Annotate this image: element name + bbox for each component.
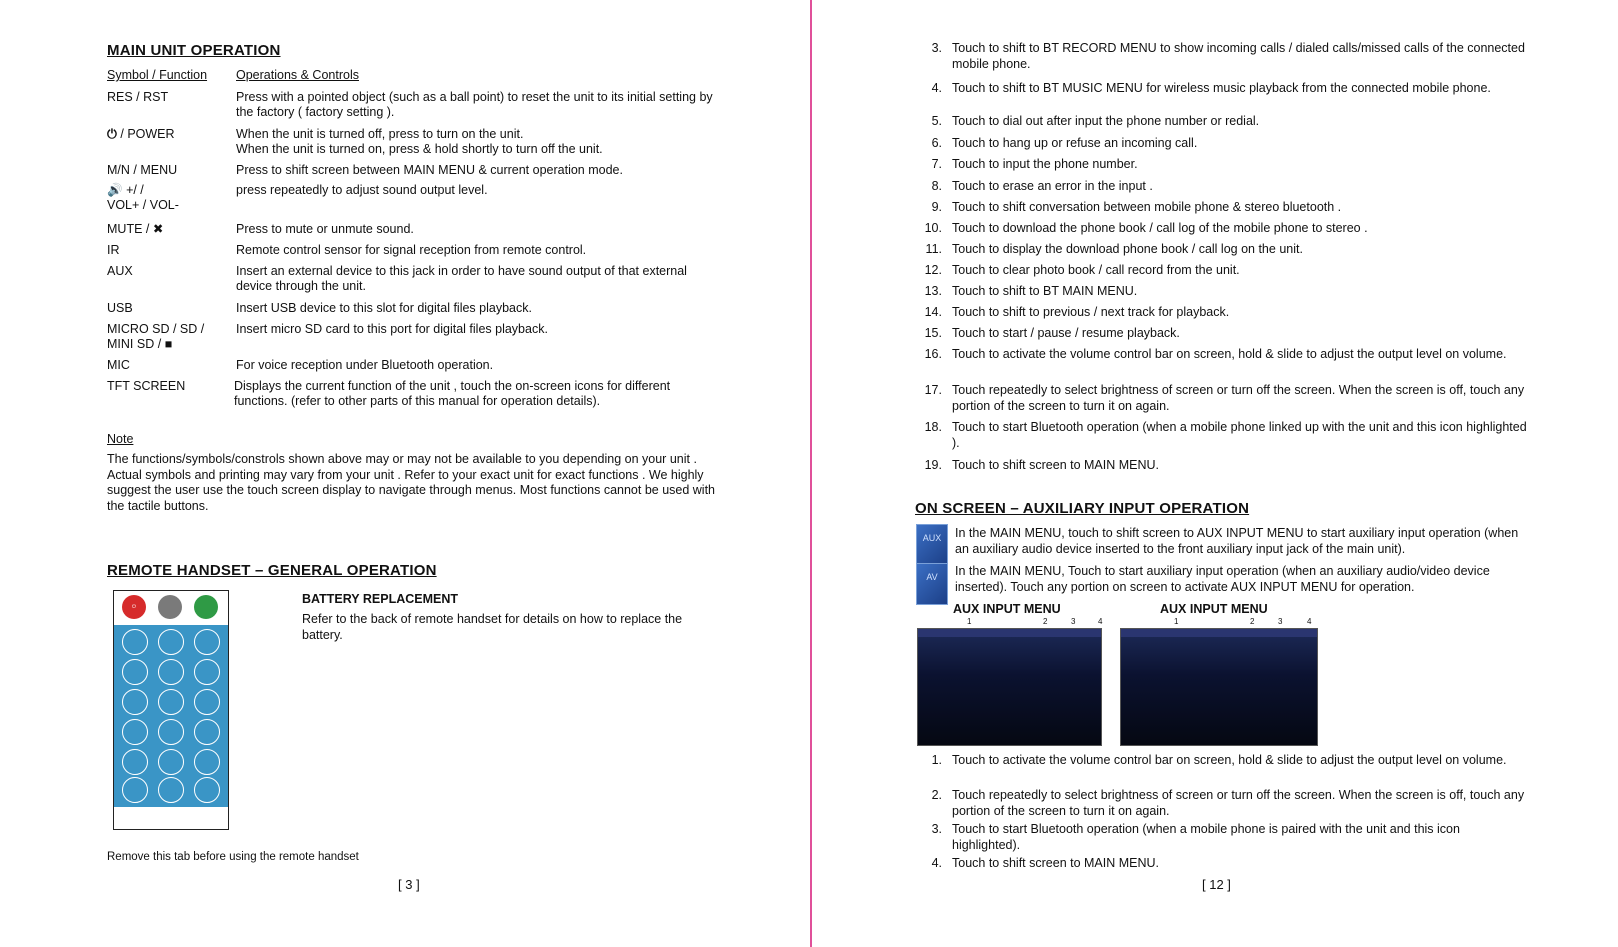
ops-res: Press with a pointed object (such as a ball point) to reset the unit to its initial setting by the factory ( factory setting ). <box>236 90 713 119</box>
sym-sd <box>107 322 204 352</box>
bt-item-text: Touch to download the phone book / call log of the mobile phone to stereo . <box>952 221 1368 235</box>
remote-mute-icon <box>194 595 218 619</box>
bt-item-number: 17. <box>924 383 942 397</box>
bt-item-text: Touch to shift conversation between mobile phone & stereo bluetooth . <box>952 200 1342 214</box>
remote-button <box>122 777 148 803</box>
aux-screen-1 <box>917 628 1102 746</box>
sym-volume <box>107 183 179 213</box>
bt-item-text: Touch to hang up or refuse an incoming call. <box>952 136 1198 150</box>
remote-mode-icon <box>158 595 182 619</box>
ops-menu: Press to shift screen between MAIN MENU & current operation mode. <box>236 163 623 177</box>
bt-item-text: Touch to input the phone number. <box>952 157 1138 171</box>
marker-4: 4 <box>1307 617 1312 626</box>
sym-mute <box>107 222 163 237</box>
bt-item-text: Touch to display the download phone book / call log on the unit. <box>952 242 1303 256</box>
remote-power-icon: ⏻ <box>122 595 146 619</box>
ops-usb: Insert USB device to this slot for digital files playback. <box>236 301 532 315</box>
marker-1: 1 <box>1174 617 1179 626</box>
screen-label-1: AUX INPUT MENU <box>953 602 1061 616</box>
bt-item-text: Touch to clear photo book / call record from the unit. <box>952 263 1240 277</box>
marker-2: 2 <box>1250 617 1255 626</box>
page-number-left: [ 3 ] <box>398 877 420 892</box>
bt-item-text: Touch to shift to BT MAIN MENU. <box>952 284 1138 298</box>
sym-ir: IR <box>107 243 120 257</box>
ops-tft: Displays the current function of the unit , touch the on-screen icons for different functions. (refer to other parts of this manual for operation details). <box>234 379 671 408</box>
marker-4: 4 <box>1098 617 1103 626</box>
sym-aux: AUX <box>107 264 133 278</box>
bt-item-number: 19. <box>924 458 942 472</box>
bt-item-number: 5. <box>931 114 942 128</box>
remote-button <box>122 749 148 775</box>
note-text: The functions/symbols/constrols shown above may or may not be available to you depending on your unit . Actual symbols and printing may vary from your unit . Refer to your exact unit for exact functions . We highly suggest the user use the touch screen display to navigate through menus. Most functions cannot be used with the tactile buttons. <box>107 452 716 513</box>
aux-screen-2 <box>1120 628 1318 746</box>
remote-button <box>194 659 220 685</box>
bt-item-text: Touch repeatedly to select brightness of screen or turn off the screen. When the screen is off, touch any portion of the screen to turn it on again. <box>952 383 1525 413</box>
bt-item-number: 4. <box>931 81 942 95</box>
remote-button <box>194 689 220 715</box>
speaker-icon: 🔊 <box>107 183 123 197</box>
bt-item-number: 12. <box>924 263 942 277</box>
bt-item-text: Touch to shift to previous / next track for playback. <box>952 305 1230 319</box>
bt-item-number: 13. <box>924 284 942 298</box>
bt-item-number: 9. <box>931 200 942 214</box>
ops-mute: Press to mute or unmute sound. <box>236 222 414 236</box>
aux-item-number: 4. <box>931 856 942 870</box>
sym-res: RES / RST <box>107 90 169 104</box>
bt-item-number: 3. <box>931 41 942 55</box>
sym-sd-label: MICRO SD / SD / MINI SD / <box>107 322 205 351</box>
bt-item-text: Touch to activate the volume control bar on screen, hold & slide to adjust the output level on volume. <box>952 347 1507 361</box>
ops-volume: press repeatedly to adjust sound output level. <box>236 183 488 197</box>
marker-1: 1 <box>967 617 972 626</box>
sym-mic: MIC <box>107 358 130 372</box>
power-icon: ⏻ <box>107 127 117 141</box>
ops-mic: For voice reception under Bluetooth operation. <box>236 358 494 372</box>
bt-item-number: 11. <box>925 242 942 256</box>
marker-3: 3 <box>1278 617 1283 626</box>
bt-item-text: Touch to dial out after input the phone number or redial. <box>952 114 1260 128</box>
remote-button <box>194 777 220 803</box>
remote-button <box>122 659 148 685</box>
aux-title: ON SCREEN – AUXILIARY INPUT OPERATION <box>915 500 1250 517</box>
sym-usb: USB <box>107 301 133 315</box>
col-symbol-header: Symbol / Function <box>107 68 208 82</box>
marker-2: 2 <box>1043 617 1048 626</box>
aux-intro-2: In the MAIN MENU, Touch to start auxiliary input operation (when an auxiliary audio/video device inserted). Touch any portion on screen to activate AUX INPUT MENU for operation. <box>955 564 1490 594</box>
bt-item-number: 6. <box>931 136 942 150</box>
aux-item-text: Touch to shift screen to MAIN MENU. <box>952 856 1160 870</box>
sym-power-label: / POWER <box>120 127 175 141</box>
remote-button <box>158 629 184 655</box>
col-ops-header: Operations & Controls <box>236 68 359 82</box>
aux-item-text: Touch repeatedly to select brightness of screen or turn off the screen. When the screen is off, touch any portion of the screen to turn it on again. <box>952 788 1525 818</box>
bt-item-number: 18. <box>924 420 942 434</box>
main-unit-title: MAIN UNIT OPERATION <box>107 42 281 59</box>
bt-item-number: 15. <box>924 326 942 340</box>
bt-item-text: Touch to start / pause / resume playback. <box>952 326 1180 340</box>
aux-item-text: Touch to activate the volume control bar on screen, hold & slide to adjust the output level on volume. <box>952 753 1507 767</box>
bt-item-text: Touch to shift to BT MUSIC MENU for wireless music playback from the connected mobile phone. <box>952 81 1491 95</box>
ops-sd: Insert micro SD card to this port for digital files playback. <box>236 322 548 336</box>
aux-item-number: 1. <box>931 753 942 767</box>
remote-button <box>158 659 184 685</box>
remote-button <box>158 689 184 715</box>
ops-ir: Remote control sensor for signal reception from remote control. <box>236 243 587 257</box>
bt-item-text: Touch to start Bluetooth operation (when a mobile phone linked up with the unit and this icon highlighted ). <box>952 420 1527 450</box>
bt-item-number: 7. <box>931 157 942 171</box>
sym-mute-label: MUTE / <box>107 222 150 236</box>
sym-volume-label: +/ / VOL+ / VOL- <box>107 183 179 212</box>
remote-handset-image <box>113 590 229 830</box>
sym-power <box>107 127 175 142</box>
remote-button <box>122 719 148 745</box>
remote-button <box>122 689 148 715</box>
remote-button <box>194 749 220 775</box>
battery-title: BATTERY REPLACEMENT <box>302 592 459 606</box>
screen-label-2: AUX INPUT MENU <box>1160 602 1268 616</box>
av-input-icon: AV <box>916 563 948 605</box>
aux-input-icon: AUX <box>916 524 948 566</box>
bt-item-text: Touch to erase an error in the input . <box>952 179 1153 193</box>
bt-item-text: Touch to shift to BT RECORD MENU to show incoming calls / dialed calls/missed calls of the connected mobile phone. <box>952 41 1525 71</box>
bt-item-number: 14. <box>924 305 942 319</box>
sd-card-icon: ■ <box>164 337 173 351</box>
remote-title: REMOTE HANDSET – GENERAL OPERATION <box>107 562 437 579</box>
screen-status-bar <box>1121 629 1317 637</box>
mute-icon: ✖ <box>152 222 164 236</box>
remote-button <box>158 777 184 803</box>
remote-button <box>122 629 148 655</box>
aux-item-number: 3. <box>931 822 942 836</box>
page-fold-divider <box>810 0 812 947</box>
remote-button <box>194 719 220 745</box>
bt-item-number: 8. <box>931 179 942 193</box>
sym-tft: TFT SCREEN <box>107 379 186 393</box>
remote-button <box>158 719 184 745</box>
remote-caption: Remove this tab before using the remote handset <box>107 851 359 863</box>
battery-text: Refer to the back of remote handset for details on how to replace the battery. <box>302 612 683 642</box>
page-number-right: [ 12 ] <box>1202 877 1231 892</box>
note-title: Note <box>107 432 134 446</box>
bt-item-text: Touch to shift screen to MAIN MENU. <box>952 458 1160 472</box>
remote-button <box>194 629 220 655</box>
screen-status-bar <box>918 629 1101 637</box>
marker-3: 3 <box>1071 617 1076 626</box>
bt-item-number: 10. <box>924 221 942 235</box>
bt-item-number: 16. <box>924 347 942 361</box>
remote-button <box>158 749 184 775</box>
ops-power: When the unit is turned off, press to turn on the unit. When the unit is turned on, press & hold shortly to turn off the unit. <box>236 127 603 156</box>
ops-aux: Insert an external device to this jack in order to have sound output of that external device through the unit. <box>236 264 687 293</box>
aux-intro-1: In the MAIN MENU, touch to shift screen to AUX INPUT MENU to start auxiliary input operation (when an auxiliary audio device inserted to the front auxiliary input jack of the main unit). <box>955 526 1519 556</box>
aux-item-text: Touch to start Bluetooth operation (when a mobile phone is paired with the unit and this icon highlighted). <box>952 822 1460 852</box>
sym-menu: M/N / MENU <box>107 163 178 177</box>
aux-item-number: 2. <box>931 788 942 802</box>
